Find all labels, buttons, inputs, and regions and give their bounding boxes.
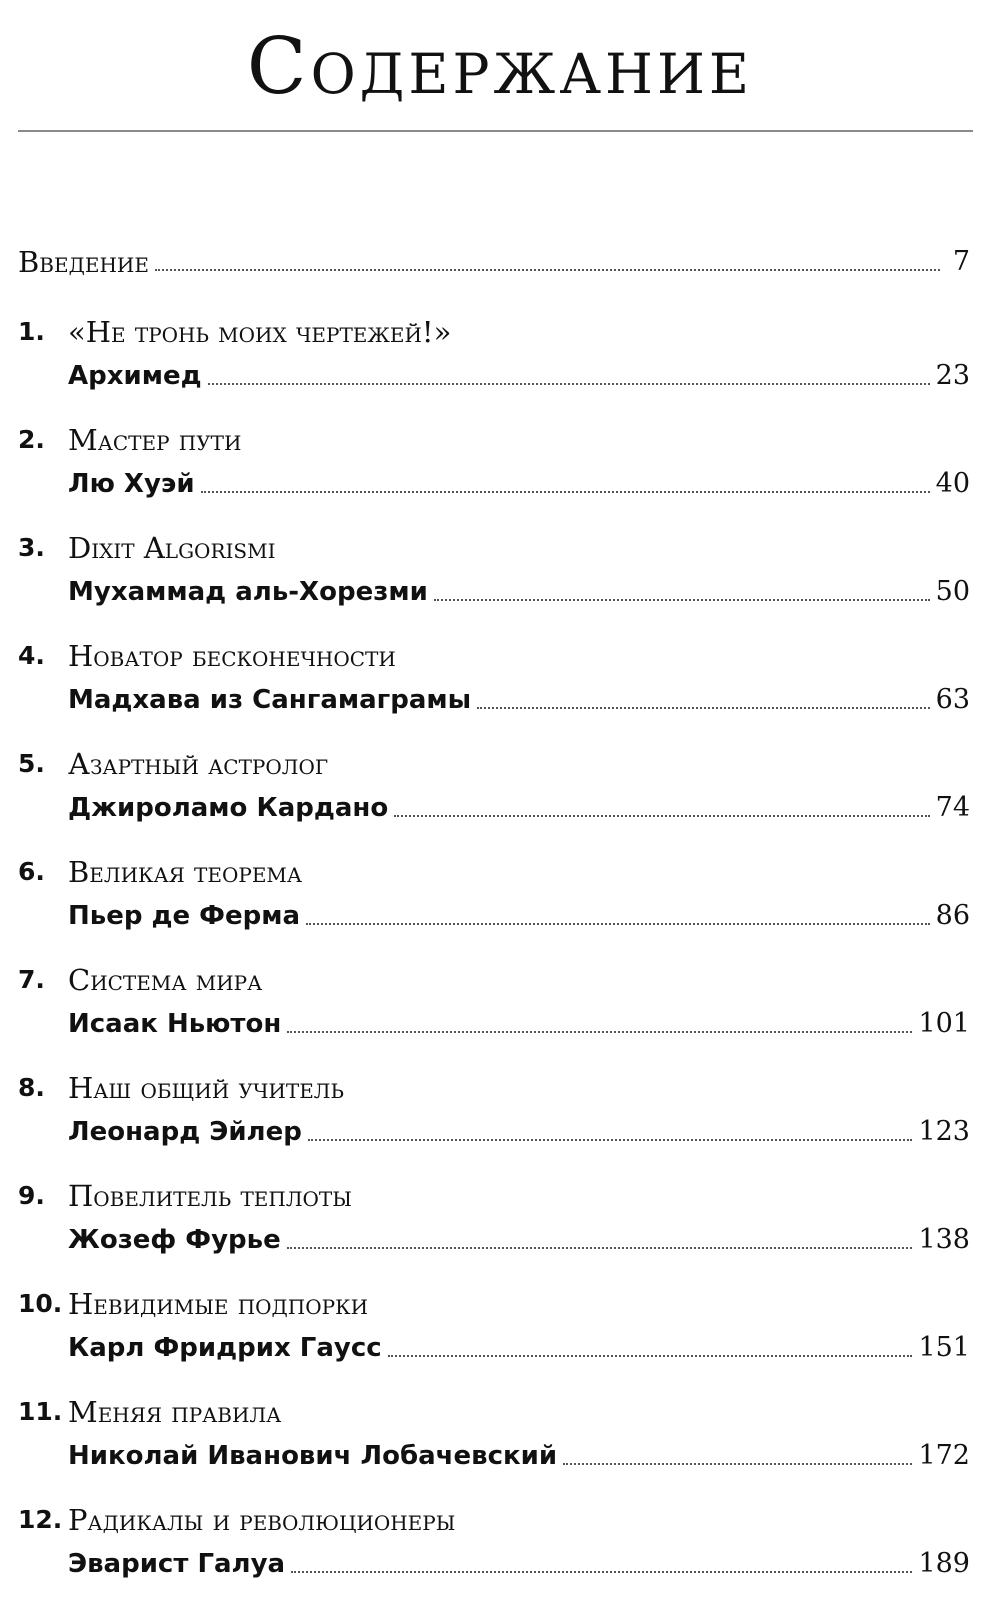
intro-page-number: 7 bbox=[952, 246, 970, 277]
chapter-page-number: 151 bbox=[918, 1332, 970, 1363]
chapter-person: Пьер де Ферма bbox=[68, 901, 301, 931]
toc-entry-intro[interactable] bbox=[18, 236, 970, 280]
chapter-title: Мастер пути bbox=[68, 423, 242, 457]
chapter-number: 6. bbox=[18, 857, 45, 886]
chapter-title: Повелитель теплоты bbox=[68, 1179, 352, 1213]
dot-leader bbox=[477, 707, 929, 709]
chapter-title: Невидимые подпорки bbox=[68, 1287, 369, 1321]
toc-entry[interactable] bbox=[18, 566, 970, 610]
chapter-item bbox=[18, 1492, 970, 1582]
chapter-page-number: 101 bbox=[918, 1008, 970, 1039]
toc-entry[interactable] bbox=[18, 1538, 970, 1582]
chapter-person: Карл Фридрих Гаусс bbox=[68, 1333, 382, 1363]
toc-entry[interactable] bbox=[18, 890, 970, 934]
chapter-item bbox=[18, 628, 970, 718]
dot-leader bbox=[308, 1139, 913, 1141]
dot-leader bbox=[394, 815, 929, 817]
chapter-number: 4. bbox=[18, 641, 45, 670]
table-of-contents bbox=[18, 236, 970, 1600]
chapter-title: Dixit Algorismi bbox=[68, 531, 276, 565]
title-divider bbox=[18, 130, 973, 132]
toc-entry[interactable] bbox=[18, 350, 970, 394]
dot-leader bbox=[306, 923, 930, 925]
chapter-page-number: 172 bbox=[918, 1440, 970, 1471]
toc-entry[interactable] bbox=[18, 1322, 970, 1366]
dot-leader bbox=[287, 1031, 912, 1033]
chapter-item bbox=[18, 520, 970, 610]
page-title: Содержание bbox=[246, 22, 754, 112]
chapter-number: 7. bbox=[18, 965, 45, 994]
chapter-title: Система мира bbox=[68, 963, 263, 997]
chapter-title: Великая теорема bbox=[68, 855, 303, 889]
chapter-item bbox=[18, 1060, 970, 1150]
chapter-page-number: 189 bbox=[918, 1548, 970, 1579]
chapter-number: 12. bbox=[18, 1505, 63, 1534]
chapter-person: Мадхава из Сангамаграмы bbox=[68, 685, 472, 715]
chapter-item bbox=[18, 1276, 970, 1366]
dot-leader bbox=[287, 1247, 913, 1249]
chapter-person: Эварист Галуа bbox=[68, 1549, 286, 1579]
chapter-person: Жозеф Фурье bbox=[68, 1225, 281, 1255]
chapter-page-number: 74 bbox=[935, 792, 970, 823]
chapter-title: «Не тронь моих чертежей!» bbox=[68, 315, 452, 349]
chapter-title: Радикалы и революционеры bbox=[68, 1503, 456, 1537]
intro-label: Введение bbox=[18, 245, 149, 279]
toc-entry[interactable] bbox=[18, 674, 970, 718]
chapter-item bbox=[18, 1168, 970, 1258]
chapter-page-number: 50 bbox=[935, 576, 970, 607]
chapter-person: Леонард Эйлер bbox=[68, 1117, 302, 1147]
chapter-page-number: 40 bbox=[935, 468, 970, 499]
chapter-title: Наш общий учитель bbox=[68, 1071, 344, 1105]
chapter-person: Джироламо Кардано bbox=[68, 793, 389, 823]
chapter-person: Исаак Ньютон bbox=[68, 1009, 282, 1039]
chapter-number: 11. bbox=[18, 1397, 63, 1426]
toc-entry[interactable] bbox=[18, 998, 970, 1042]
chapter-person: Николай Иванович Лобачевский bbox=[68, 1441, 558, 1471]
chapter-item bbox=[18, 304, 970, 394]
chapter-item bbox=[18, 952, 970, 1042]
chapter-page-number: 63 bbox=[935, 684, 970, 715]
chapter-item bbox=[18, 844, 970, 934]
chapter-title: Новатор бесконечности bbox=[68, 639, 396, 673]
chapter-page-number: 123 bbox=[918, 1116, 970, 1147]
dot-leader bbox=[155, 269, 940, 271]
dot-leader bbox=[563, 1463, 912, 1465]
dot-leader bbox=[291, 1571, 912, 1573]
chapter-title: Азартный астролог bbox=[68, 747, 329, 781]
dot-leader bbox=[208, 383, 930, 385]
chapter-number: 5. bbox=[18, 749, 45, 778]
chapter-person: Архимед bbox=[68, 361, 202, 391]
chapter-page-number: 86 bbox=[935, 900, 970, 931]
toc-entry[interactable] bbox=[18, 1106, 970, 1150]
dot-leader bbox=[201, 491, 930, 493]
chapter-number: 3. bbox=[18, 533, 45, 562]
chapter-number: 9. bbox=[18, 1181, 45, 1210]
chapter-title: Меняя правила bbox=[68, 1395, 282, 1429]
dot-leader bbox=[388, 1355, 913, 1357]
chapter-number: 8. bbox=[18, 1073, 45, 1102]
chapter-number: 2. bbox=[18, 425, 45, 454]
toc-entry[interactable] bbox=[18, 782, 970, 826]
dot-leader bbox=[434, 599, 930, 601]
chapter-item bbox=[18, 1384, 970, 1474]
chapter-item bbox=[18, 412, 970, 502]
chapter-number: 1. bbox=[18, 317, 45, 346]
chapter-person: Лю Хуэй bbox=[68, 469, 195, 499]
toc-entry[interactable] bbox=[18, 1430, 970, 1474]
chapter-number: 10. bbox=[18, 1289, 63, 1318]
chapter-item bbox=[18, 736, 970, 826]
toc-entry[interactable] bbox=[18, 458, 970, 502]
chapter-page-number: 23 bbox=[935, 360, 970, 391]
chapter-person: Мухаммад аль-Хорезми bbox=[68, 577, 428, 607]
toc-entry[interactable] bbox=[18, 1214, 970, 1258]
chapter-page-number: 138 bbox=[918, 1224, 970, 1255]
